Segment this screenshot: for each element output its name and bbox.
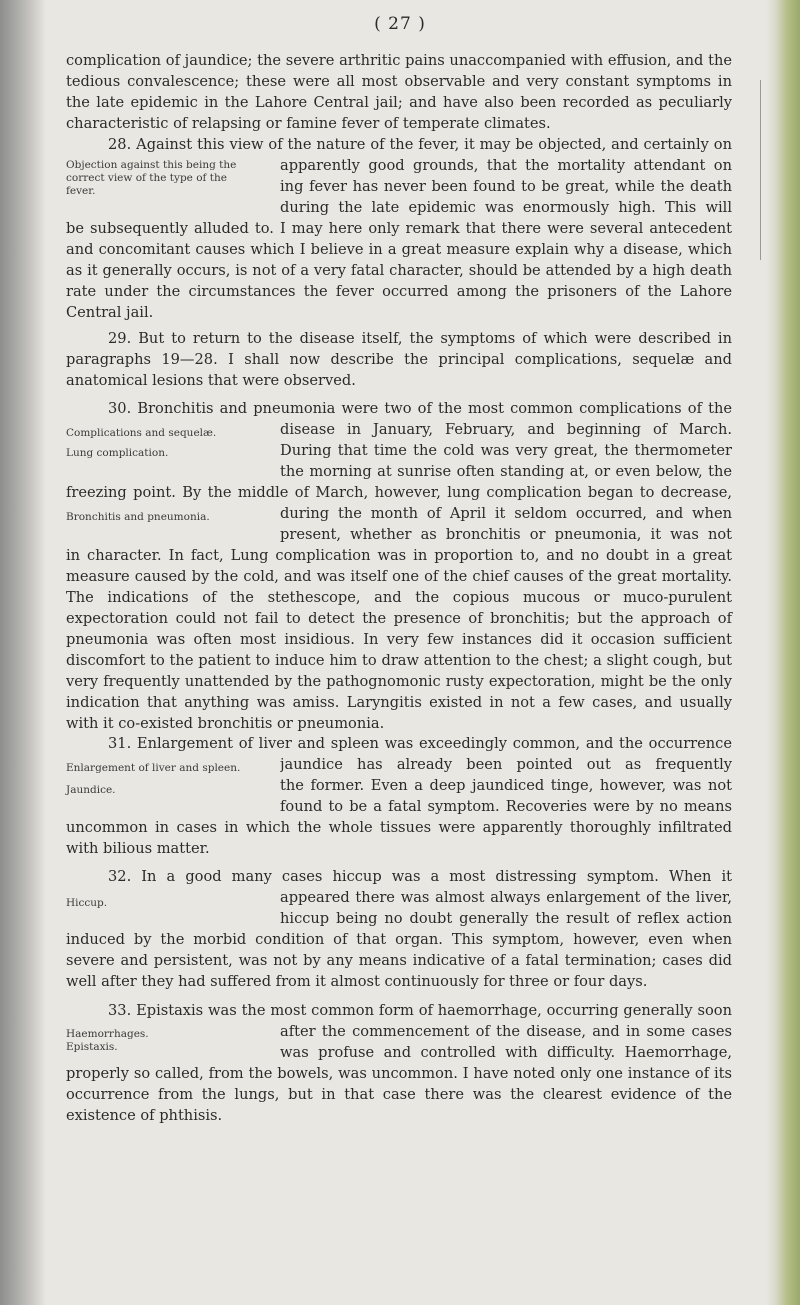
paragraph-31-line-3: the former. Even a deep jaundiced tinge, however, was not: [280, 777, 732, 794]
page-right-edge-binding: [766, 0, 800, 1305]
margin-note-objection-2: correct view of the type of the: [66, 172, 227, 184]
paragraph-30-line-2: disease in January, February, and beginning of March.: [280, 421, 732, 438]
paragraph-31-line-4: found to be a fatal symptom. Recoveries were by no means: [280, 798, 732, 815]
paragraph-30-line-4: the morning at sunrise often standing at, or even below, the: [280, 463, 732, 480]
paragraph-31-body: uncommon in cases in which the whole tissues were apparently thoroughly infiltrated with bilious matter.: [66, 819, 732, 857]
paragraph-28-line-3: ing fever has never been found to be great, while the death: [280, 178, 732, 195]
paragraph-29: 29. But to return to the disease itself, the symptoms of which were described in paragraphs 19—28. I shall now describe the principal complications, sequelæ and anatomical lesions that were observed.: [66, 330, 732, 389]
margin-note-haemorrhages: Haemorrhages.: [66, 1028, 149, 1040]
paragraph-33-line-1: 33. Epistaxis was the most common form of haemorrhage, occurring generally soon: [108, 1002, 732, 1019]
paragraph-32-line-3: hiccup being no doubt generally the result of reflex action: [280, 910, 732, 927]
paragraph-30-line-5: freezing point. By the middle of March, however, lung complication began to decrease,: [66, 484, 732, 501]
margin-note-epistaxis: Epistaxis.: [66, 1041, 118, 1053]
paragraph-30-line-3: During that time the cold was very great, the thermometer: [280, 442, 732, 459]
paragraph-28-line-1: 28. Against this view of the nature of the fever, it may be objected, and certainly on: [108, 136, 732, 153]
margin-note-enlargement: Enlargement of liver and spleen.: [66, 762, 241, 774]
paragraph-28-line-4: during the late epidemic was enormously high. This will: [280, 199, 732, 216]
paragraph-32-line-1: 32. In a good many cases hiccup was a most distressing symptom. When it: [108, 868, 732, 885]
margin-note-complications: Complications and sequelæ.: [66, 427, 217, 439]
paragraph-33-body: properly so called, from the bowels, was uncommon. I have noted only one instance of its occurrence from the lungs, but in that case there was the clearest evidence of the existence of phthisis.: [66, 1065, 732, 1124]
paragraph-30-body: in character. In fact, Lung complication was in proportion to, and no doubt in a great measure caused by the cold, and was itself one of the chief causes of the great mortality. The indications of the stethescope, and the copious mucous or muco-purulent expectoration could not fail to detect the presence of bronchitis; but the approach of pneumonia was often most insidious. In very few instances did it occasion sufficient discomfort to the patient to induce him to draw attention to the chest; a slight cough, but very frequently unattended by the pathognomonic rusty expectoration, might be the only indication that anything was amiss. Laryngitis existed in not a few cases, and usually with it co-existed bronchitis or pneumonia.: [66, 547, 732, 732]
page-left-edge-shadow: [0, 0, 46, 1305]
margin-mark: [760, 80, 771, 260]
margin-note-lung-complication: Lung complication.: [66, 447, 169, 459]
margin-note-bronchitis: Bronchitis and pneumonia.: [66, 511, 210, 523]
paragraph-33-line-3: was profuse and controlled with difficulty. Haemorrhage,: [280, 1044, 732, 1061]
paragraph-30-line-7: present, whether as bronchitis or pneumonia, it was not: [280, 526, 732, 543]
page-number: ( 27 ): [374, 14, 426, 34]
paragraph-32-line-2: appeared there was almost always enlargement of the liver,: [280, 889, 732, 906]
margin-note-hiccup: Hiccup.: [66, 897, 108, 909]
paragraph-30-line-1: 30. Bronchitis and pneumonia were two of the most common complications of the: [108, 400, 732, 417]
paragraph-33-line-2: after the commencement of the disease, and in some cases: [280, 1023, 732, 1040]
paragraph-intro: complication of jaundice; the severe arthritic pains unaccompanied with effusion, and the tedious convalescence; these were all most observable and very constant symptoms in the late epidemic in the Lahore Central jail; and have also been recorded as peculiarly characteristic of relapsing or famine fever of temperate climates.: [66, 52, 732, 132]
paragraph-30-line-6: during the month of April it seldom occurred, and when: [280, 505, 732, 522]
paragraph-32-body: induced by the morbid condition of that organ. This symptom, however, even when severe and persistent, was not by any means indicative of a fatal termination; cases did well after they had suffered from it almost continuously for three or four days.: [66, 931, 732, 990]
paragraph-31-line-1: 31. Enlargement of liver and spleen was exceedingly common, and the occurrence: [108, 735, 732, 752]
margin-note-jaundice: Jaundice.: [66, 784, 116, 796]
paragraph-28-body: be subsequently alluded to. I may here only remark that there were several antecedent and concomitant causes which I believe in a great measure explain why a disease, which as it generally occurs, is not of a very fatal character, should be attended by a high death rate under the circumstances the fever occurred among the prisoners of the Lahore Central jail.: [66, 220, 732, 321]
margin-note-objection-3: fever.: [66, 185, 96, 197]
paragraph-28-line-2: apparently good grounds, that the mortality attendant on: [280, 157, 732, 174]
paragraph-31-line-2: jaundice has already been pointed out as frequently: [280, 756, 732, 773]
margin-note-objection-1: Objection against this being the: [66, 159, 237, 171]
